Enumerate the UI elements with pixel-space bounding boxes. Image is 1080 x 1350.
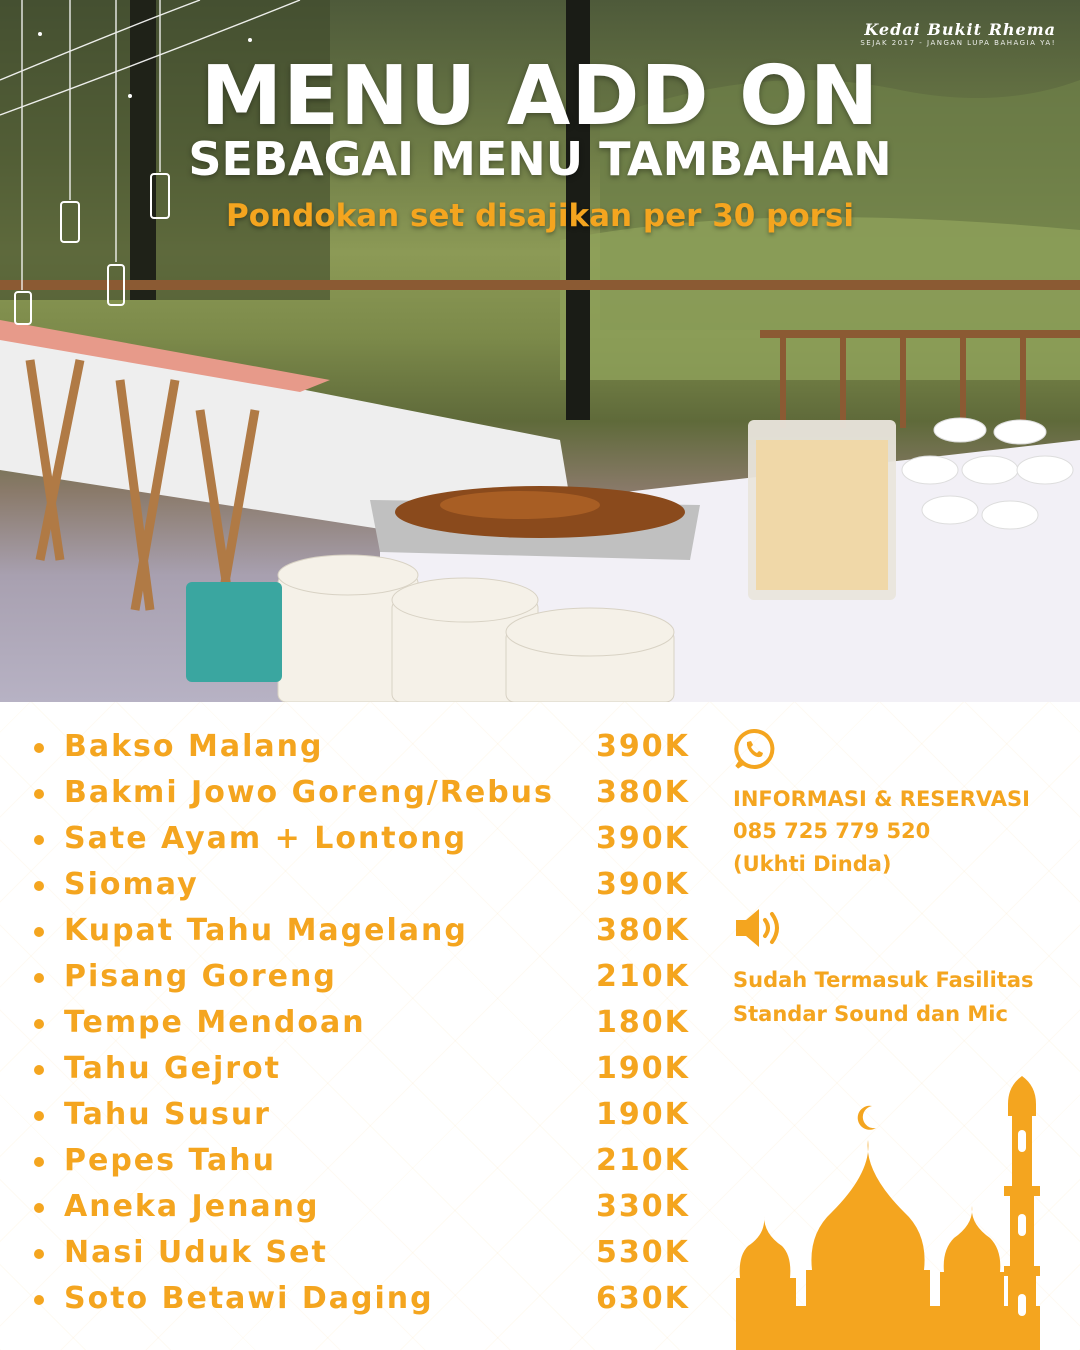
menu-item-price: 390K xyxy=(596,821,690,856)
bullet-icon xyxy=(34,1065,44,1075)
menu-item xyxy=(32,954,712,1000)
page-title: MENU ADD ON xyxy=(200,49,880,144)
menu-item xyxy=(32,1138,712,1184)
menu-item xyxy=(32,1184,712,1230)
menu-item-price: 390K xyxy=(596,729,690,764)
bullet-icon xyxy=(34,743,44,753)
menu-item xyxy=(32,1046,712,1092)
menu-item-name: Siomay xyxy=(64,867,199,902)
menu-item-name: Bakso Malang xyxy=(64,729,324,764)
phone-number: 085 725 779 520 xyxy=(733,819,931,843)
menu-item-price: 380K xyxy=(596,913,690,948)
menu-item-name: Tempe Mendoan xyxy=(64,1005,366,1040)
menu-item-name: Soto Betawi Daging xyxy=(64,1281,434,1316)
menu-item-price: 190K xyxy=(596,1051,690,1086)
bullet-icon xyxy=(34,1157,44,1167)
menu-section xyxy=(0,702,1080,1350)
menu-item-name: Pepes Tahu xyxy=(64,1143,277,1178)
menu-list xyxy=(32,724,712,1322)
facility-line-1: Sudah Termasuk Fasilitas xyxy=(733,968,1034,992)
menu-item-name: Tahu Susur xyxy=(64,1097,271,1132)
menu-item-name: Nasi Uduk Set xyxy=(64,1235,328,1270)
menu-item-name: Aneka Jenang xyxy=(64,1189,320,1224)
bullet-icon xyxy=(34,881,44,891)
bullet-icon xyxy=(34,1019,44,1029)
menu-item xyxy=(32,1230,712,1276)
menu-item-price: 630K xyxy=(596,1281,690,1316)
menu-item-price: 380K xyxy=(596,775,690,810)
menu-item-name: Sate Ayam + Lontong xyxy=(64,821,468,856)
menu-item-price: 210K xyxy=(596,1143,690,1178)
mosque-icon xyxy=(736,1074,1046,1350)
brand-name: Kedai Bukit Rhema xyxy=(864,20,1056,39)
menu-item-name: Pisang Goreng xyxy=(64,959,337,994)
portion-note: Pondokan set disajikan per 30 porsi xyxy=(226,198,854,234)
menu-item xyxy=(32,862,712,908)
contact-name: (Ukhti Dinda) xyxy=(733,852,892,876)
bullet-icon xyxy=(34,1295,44,1305)
bullet-icon xyxy=(34,789,44,799)
page-subtitle: SEBAGAI MENU TAMBAHAN xyxy=(188,132,892,186)
menu-item xyxy=(32,908,712,954)
info-heading: INFORMASI & RESERVASI xyxy=(733,787,1030,811)
menu-item-name: Tahu Gejrot xyxy=(64,1051,281,1086)
info-panel xyxy=(733,728,1063,1031)
bullet-icon xyxy=(34,1249,44,1259)
menu-item-price: 210K xyxy=(596,959,690,994)
menu-item-price: 180K xyxy=(596,1005,690,1040)
facility-note xyxy=(733,963,1063,1031)
bullet-icon xyxy=(34,973,44,983)
menu-item xyxy=(32,1092,712,1138)
bullet-icon xyxy=(34,835,44,845)
menu-item-price: 390K xyxy=(596,867,690,902)
facility-line-2: Standar Sound dan Mic xyxy=(733,1002,1008,1026)
menu-item xyxy=(32,724,712,770)
bullet-icon xyxy=(34,1111,44,1121)
menu-item-price: 530K xyxy=(596,1235,690,1270)
bullet-icon xyxy=(34,1203,44,1213)
menu-item-name: Bakmi Jowo Goreng/Rebus xyxy=(64,775,554,810)
speaker-icon xyxy=(733,905,785,951)
menu-item-price: 330K xyxy=(596,1189,690,1224)
menu-item xyxy=(32,1000,712,1046)
menu-item xyxy=(32,816,712,862)
menu-item xyxy=(32,1276,712,1322)
bullet-icon xyxy=(34,927,44,937)
brand-tagline: SEJAK 2017 - JANGAN LUPA BAHAGIA YA! xyxy=(860,39,1056,47)
menu-item-price: 190K xyxy=(596,1097,690,1132)
brand-logo xyxy=(860,20,1056,47)
menu-item xyxy=(32,770,712,816)
whatsapp-icon xyxy=(733,728,775,770)
menu-item-name: Kupat Tahu Magelang xyxy=(64,913,468,948)
